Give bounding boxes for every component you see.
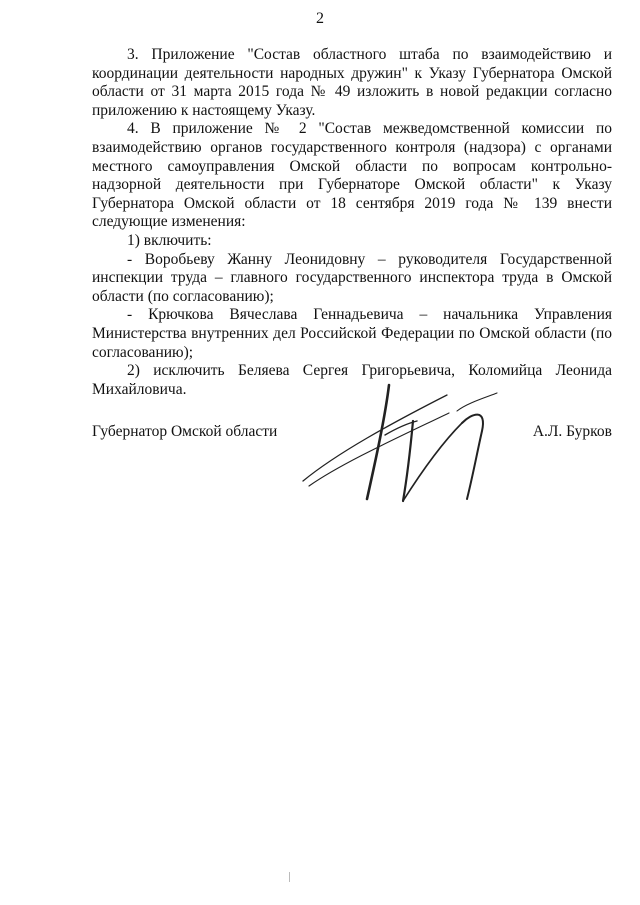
signer-title: Губернатор Омской области xyxy=(92,423,278,440)
scan-artifact xyxy=(289,872,290,882)
handwritten-signature xyxy=(297,383,527,503)
paragraph-item-4: 4. В приложение № 2 "Состав межведомственной комиссии по взаимодействию органов государственного контроля (надзора) с органами местного самоуправления Омской области по вопросам контрольно-надзорной деятельности при Губернаторе Омской области" к Указу Губернатора Омской области от 18 сентября 2019 года № 139 внести следующие изменения: xyxy=(92,120,612,231)
signer-name: А.Л. Бурков xyxy=(532,423,612,440)
paragraph-item-3: 3. Приложение "Состав областного штаба по взаимодействию и координации деятельности народных дружин" к Указу Губернатора Омской области от 31 марта 2015 года № 49 изложить в новой редакции согласно приложению к настоящему Указу. xyxy=(92,46,612,119)
page-number: 2 xyxy=(316,10,324,27)
document-body xyxy=(92,46,612,399)
paragraph-include: 1) включить: xyxy=(127,231,212,249)
paragraph-include-person-2: - Крючкова Вячеслава Геннадьевича – начальника Управления Министерства внутренних дел Российской Федерации по Омской области (по согласованию); xyxy=(92,306,612,361)
paragraph-exclude: 2) исключить Беляева Сергея Григорьевича, Коломийца Леонида Михайловича. xyxy=(92,362,612,398)
paragraph-include-person-1: - Воробьеву Жанну Леонидовну – руководителя Государственной инспекции труда – главного государственного инспектора труда в Омской области (по согласованию); xyxy=(92,250,612,305)
signature-block xyxy=(92,420,612,520)
